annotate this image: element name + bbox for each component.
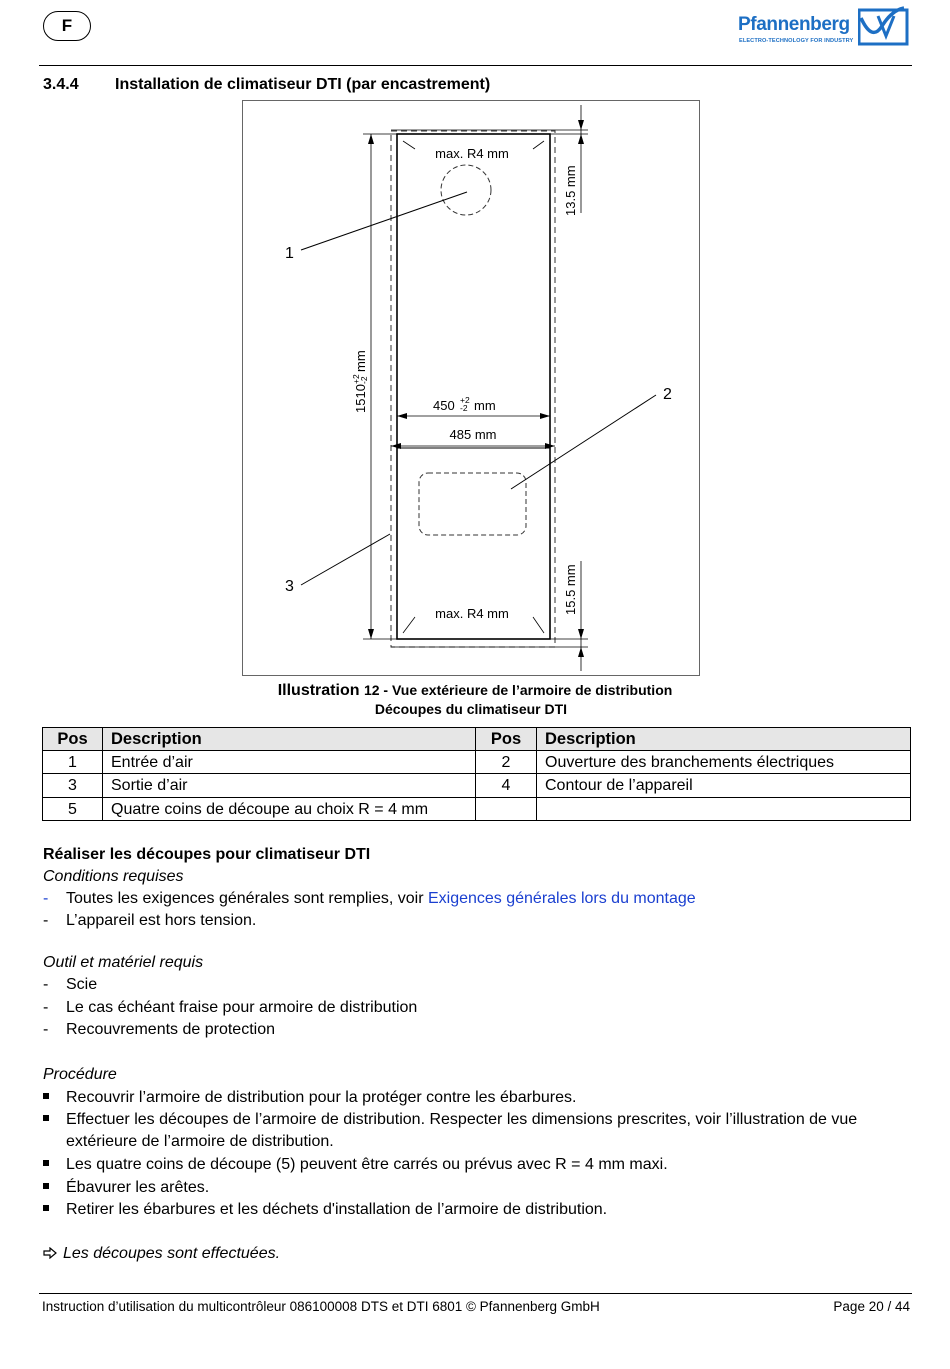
table-cell: Ouverture des branchements électriques <box>537 751 911 774</box>
table-cell: 5 <box>43 798 103 821</box>
square-bullet <box>43 1205 49 1211</box>
table-cell: Sortie d’air <box>103 774 476 798</box>
caption-number: 12 <box>363 682 380 698</box>
page-number: Page 20 / 44 <box>833 1299 910 1314</box>
air-inlet-outline <box>441 165 491 215</box>
height-dimension-label <box>351 350 369 413</box>
footer-divider <box>39 1293 912 1294</box>
figure-caption <box>0 682 950 700</box>
height-tolerance-plus: +2 <box>351 374 361 384</box>
logo-tagline: ELECTRO-TECHNOLOGY FOR INDUSTRY <box>739 38 854 44</box>
table-cell: Quatre coins de découpe au choix R = 4 mm <box>103 798 476 821</box>
result-arrow-icon <box>43 1247 57 1259</box>
dash-marker: - <box>43 1021 49 1038</box>
cutout-drawing <box>242 100 700 676</box>
figure-subcaption: Découpes du climatiseur DTI <box>374 701 568 717</box>
condition-item <box>43 888 696 910</box>
square-bullet <box>43 1160 49 1166</box>
offset-label-top: 13.5 mm <box>563 165 578 216</box>
step-item <box>43 1154 668 1176</box>
position-table <box>42 727 911 821</box>
table-cell: Entrée d’air <box>103 751 476 774</box>
condition-text: L’appareil est hors tension. <box>66 912 257 929</box>
general-requirements-link[interactable]: Exigences générales lors du montage <box>427 890 696 907</box>
square-bullet <box>43 1093 49 1099</box>
tool-item <box>43 1019 275 1041</box>
footer-document-title: Instruction d’utilisation du multicontrôleur 086100008 DTS et DTI 6801 © Pfannenberg GmbH <box>42 1299 600 1314</box>
company-logo <box>738 6 913 50</box>
table-cell <box>476 798 537 821</box>
section-title: Installation de climatiseur DTI (par encastrement) <box>115 76 491 93</box>
table-row <box>43 798 911 821</box>
table-header-pos: Pos <box>476 728 537 751</box>
table-cell: 3 <box>43 774 103 798</box>
callout-2: 2 <box>663 386 672 403</box>
step-item <box>43 1109 857 1131</box>
offset-label-bottom: 15.5 mm <box>563 564 578 615</box>
inner-width-label <box>433 395 496 413</box>
dash-marker: - <box>43 976 49 993</box>
dash-marker: - <box>43 890 49 907</box>
step-item <box>43 1199 607 1221</box>
inner-width-tolerance-plus: +2 <box>460 395 470 405</box>
height-tolerance-minus: -2 <box>359 376 369 384</box>
tool-text: Scie <box>66 976 98 993</box>
table-header-pos: Pos <box>43 728 103 751</box>
step-text: Ébavurer les arêtes. <box>66 1179 210 1196</box>
inner-width-tolerance-minus: -2 <box>460 403 468 413</box>
step-text: Retirer les ébarbures et les déchets d'installation de l’armoire de distribution. <box>66 1201 608 1218</box>
tools-heading: Outil et matériel requis <box>43 954 204 971</box>
table-cell <box>537 798 911 821</box>
header-divider <box>39 65 912 66</box>
tool-text: Recouvrements de protection <box>66 1021 275 1038</box>
caption-prefix: Illustration <box>277 682 360 699</box>
radius-label-bottom: max. R4 mm <box>435 606 509 621</box>
conditions-heading: Conditions requises <box>43 868 184 885</box>
step-text-continuation: extérieure de l’armoire de distribution. <box>66 1133 334 1150</box>
step-text: Recouvrir l’armoire de distribution pour la protéger contre les ébarbures. <box>66 1089 577 1106</box>
square-bullet <box>43 1115 49 1121</box>
section-heading <box>43 76 490 94</box>
callout-1-leader <box>301 192 467 250</box>
logo-wordmark: Pfannenberg <box>738 14 850 35</box>
step-text: Les quatre coins de découpe (5) peuvent être carrés ou prévus avec R = 4 mm maxi. <box>66 1156 668 1173</box>
table-cell: 2 <box>476 751 537 774</box>
procedure-result <box>43 1243 280 1265</box>
table-row <box>43 774 911 798</box>
steps-heading: Procédure <box>43 1066 117 1083</box>
inner-width-unit: mm <box>474 398 496 413</box>
cutout-drawing-svg <box>243 101 699 675</box>
table-cell: Contour de l’appareil <box>537 774 911 798</box>
outer-width-label: 485 mm <box>449 427 497 442</box>
dash-marker: - <box>43 999 49 1016</box>
table-header-row <box>43 728 911 751</box>
step-text: Effectuer les découpes de l’armoire de distribution. Respecter les dimensions prescrites, voir l’illustration de vue <box>66 1111 858 1128</box>
tool-text: Le cas échéant fraise pour armoire de distribution <box>66 999 418 1016</box>
table-header-description: Description <box>103 728 476 751</box>
language-badge: F <box>43 11 91 41</box>
condition-item <box>43 910 256 932</box>
table-header-description: Description <box>537 728 911 751</box>
callout-3: 3 <box>285 578 294 595</box>
device-contour <box>391 131 555 647</box>
callout-2-leader <box>511 395 656 489</box>
step-item <box>43 1087 576 1109</box>
tool-item <box>43 997 417 1019</box>
result-text: Les découpes sont effectuées. <box>63 1245 281 1262</box>
table-cell: 1 <box>43 751 103 774</box>
square-bullet <box>43 1183 49 1189</box>
caption-title: - Vue extérieure de l’armoire de distribution <box>379 682 673 698</box>
radius-label-top: max. R4 mm <box>435 146 509 161</box>
callout-1: 1 <box>285 245 294 262</box>
condition-text: Toutes les exigences générales sont remplies, voir <box>66 890 428 907</box>
procedure-heading: Réaliser les découpes pour climatiseur DTI <box>43 846 371 863</box>
logo-signal-icon <box>858 6 910 48</box>
section-number: 3.4.4 <box>43 76 79 93</box>
tool-item <box>43 974 97 996</box>
cutout-outline <box>397 134 550 639</box>
callout-3-leader <box>301 534 390 585</box>
table-row <box>43 751 911 774</box>
height-dimension-unit: mm <box>353 350 368 372</box>
step-item <box>43 1177 209 1199</box>
electrical-opening-outline <box>419 473 526 535</box>
dash-marker: - <box>43 912 49 929</box>
inner-width-value: 450 <box>433 398 455 413</box>
height-dimension-value: 1510 <box>353 384 368 413</box>
table-cell: 4 <box>476 774 537 798</box>
